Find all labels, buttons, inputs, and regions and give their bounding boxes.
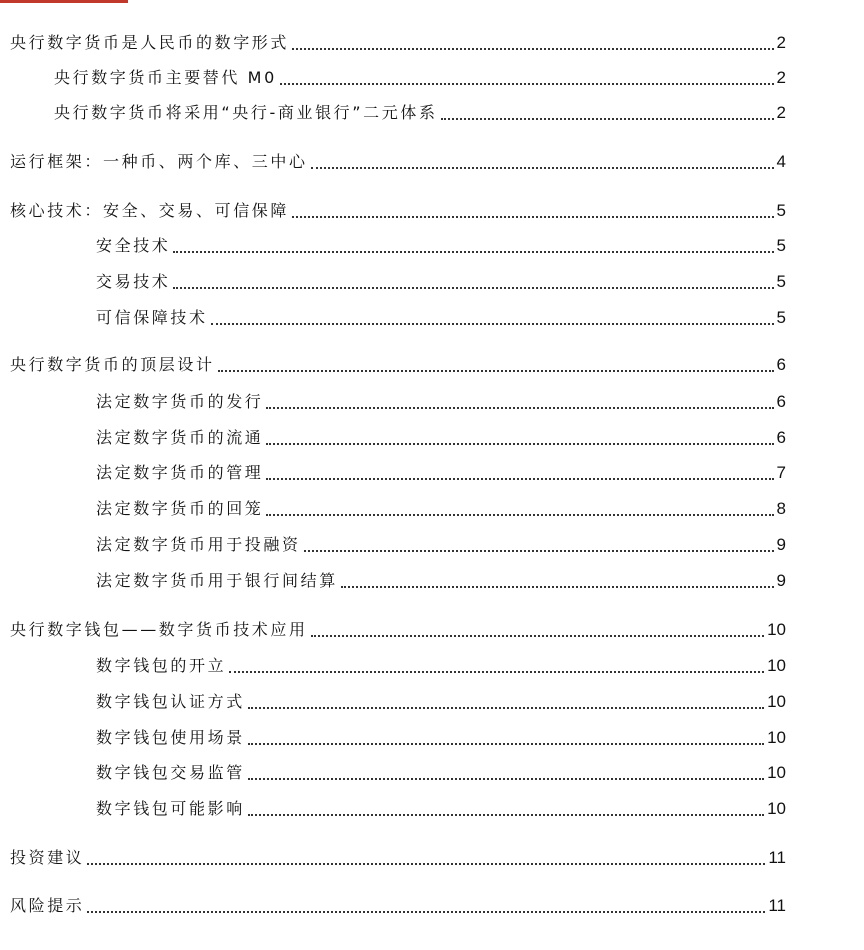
toc-dot-leader	[266, 514, 773, 516]
toc-entry-title: 央行数字货币将采用“央行-商业银行”二元体系	[54, 103, 438, 122]
toc-entry-link[interactable]	[0, 423, 864, 449]
toc-entry-title: 央行数字货币是人民币的数字形式	[10, 33, 290, 52]
toc-entry-link[interactable]	[0, 758, 864, 784]
toc-entry-page: 10	[767, 620, 786, 639]
toc-entry	[0, 98, 864, 124]
toc-entry-link[interactable]	[0, 303, 864, 329]
toc-dot-leader	[229, 671, 764, 673]
toc-entry	[0, 231, 864, 257]
toc-entry-title: 法定数字货币的发行	[96, 392, 264, 411]
toc-entry-title: 法定数字货币的回笼	[96, 499, 264, 518]
toc-entry	[0, 63, 864, 89]
toc-dot-leader	[266, 478, 773, 480]
toc-entry-link[interactable]	[0, 28, 864, 54]
toc-entry-page: 10	[767, 763, 786, 782]
toc-entry-page: 10	[767, 799, 786, 818]
toc-entry-title: 数字钱包认证方式	[96, 692, 245, 711]
toc-entry-page: 6	[776, 392, 786, 411]
toc-entry	[0, 843, 864, 869]
toc-entry-title: 数字钱包交易监管	[96, 763, 245, 782]
toc-entry-title: 法定数字货币的管理	[96, 463, 264, 482]
toc-entry	[0, 651, 864, 677]
toc-dot-leader	[304, 550, 774, 552]
toc-entry-link[interactable]	[0, 723, 864, 749]
toc-entry-page: 2	[776, 103, 786, 122]
toc-entry-link[interactable]	[0, 196, 864, 222]
toc-entry-title: 法定数字货币的流通	[96, 428, 264, 447]
toc-entry	[0, 723, 864, 749]
toc-entry	[0, 147, 864, 173]
toc-dot-leader	[292, 216, 774, 218]
toc-dot-leader	[266, 443, 773, 445]
toc-entry-page: 10	[767, 656, 786, 675]
toc-entry-page: 8	[776, 499, 786, 518]
toc-entry-link[interactable]	[0, 267, 864, 293]
toc-entry	[0, 494, 864, 520]
toc-entry-title: 投资建议	[10, 848, 85, 867]
toc-entry-link[interactable]	[0, 98, 864, 124]
toc-entry	[0, 794, 864, 820]
toc-entry-title: 央行数字货币的顶层设计	[10, 355, 215, 374]
toc-dot-leader	[248, 743, 764, 745]
toc-entry	[0, 303, 864, 329]
header-accent-bar	[0, 0, 128, 3]
toc-entry-page: 11	[768, 848, 786, 867]
toc-entry-title: 数字钱包使用场景	[96, 728, 245, 747]
toc-entry	[0, 687, 864, 713]
toc-entry-link[interactable]	[0, 566, 864, 592]
toc-entry-title: 数字钱包的开立	[96, 656, 227, 675]
toc-entry-page: 10	[767, 692, 786, 711]
toc-dot-leader	[441, 118, 774, 120]
toc-dot-leader	[248, 707, 764, 709]
toc-entry	[0, 458, 864, 484]
toc-entry-page: 5	[776, 272, 786, 291]
toc-entry-link[interactable]	[0, 843, 864, 869]
toc-entry-link[interactable]	[0, 891, 864, 917]
toc-dot-leader	[218, 370, 774, 372]
toc-entry	[0, 891, 864, 917]
toc-entry-link[interactable]	[0, 147, 864, 173]
toc-entry-title: 数字钱包可能影响	[96, 799, 245, 818]
toc-dot-leader	[211, 323, 774, 325]
toc-entry-link[interactable]	[0, 350, 864, 376]
toc-entry-link[interactable]	[0, 494, 864, 520]
toc-entry	[0, 615, 864, 641]
toc-entry-page: 4	[776, 152, 786, 171]
toc-entry	[0, 566, 864, 592]
toc-entry-title: 可信保障技术	[96, 308, 208, 327]
toc-entry	[0, 196, 864, 222]
toc-entry	[0, 28, 864, 54]
toc-dot-leader	[248, 778, 764, 780]
toc-dot-leader	[341, 586, 774, 588]
toc-entry-page: 5	[776, 201, 786, 220]
toc-entry-title: 央行数字钱包——数字货币技术应用	[10, 620, 308, 639]
toc-entry-page: 6	[776, 428, 786, 447]
toc-entry-page: 9	[776, 571, 786, 590]
toc-dot-leader	[87, 863, 765, 865]
toc-dot-leader	[311, 167, 774, 169]
toc-entry-link[interactable]	[0, 231, 864, 257]
toc-entry-link[interactable]	[0, 651, 864, 677]
toc-dot-leader	[266, 407, 773, 409]
toc-entry-title: 运行框架：一种币、两个库、三中心	[10, 152, 308, 171]
toc-entry-title: 法定数字货币用于投融资	[96, 535, 301, 554]
toc-dot-leader	[87, 911, 765, 913]
toc-dot-leader	[280, 83, 774, 85]
toc-entry-title: 安全技术	[96, 236, 171, 255]
toc-entry-link[interactable]	[0, 63, 864, 89]
toc-entry-page: 5	[776, 308, 786, 327]
toc-entry	[0, 350, 864, 376]
toc-entry-title: 核心技术：安全、交易、可信保障	[10, 201, 290, 220]
toc-entry	[0, 423, 864, 449]
toc-entry	[0, 758, 864, 784]
toc-dot-leader	[173, 251, 773, 253]
toc-entry	[0, 387, 864, 413]
toc-entry-title: 法定数字货币用于银行间结算	[96, 571, 338, 590]
toc-entry-link[interactable]	[0, 458, 864, 484]
toc-dot-leader	[311, 635, 764, 637]
toc-entry-link[interactable]	[0, 387, 864, 413]
toc-entry-page: 10	[767, 728, 786, 747]
toc-dot-leader	[292, 48, 774, 50]
toc-entry-title: 央行数字货币主要替代 M0	[54, 68, 277, 87]
toc-dot-leader	[248, 814, 764, 816]
toc-dot-leader	[173, 287, 773, 289]
toc-entry-page: 2	[776, 33, 786, 52]
toc-entry-link[interactable]	[0, 794, 864, 820]
toc-entry-page: 7	[776, 463, 786, 482]
toc-entry-page: 11	[768, 896, 786, 915]
toc-entry-title: 交易技术	[96, 272, 171, 291]
toc-entry-title: 风险提示	[10, 896, 85, 915]
toc-entry	[0, 530, 864, 556]
toc-entry-page: 9	[776, 535, 786, 554]
toc-entry-page: 6	[776, 355, 786, 374]
toc-entry-page: 2	[776, 68, 786, 87]
toc-entry-link[interactable]	[0, 530, 864, 556]
toc-entry-link[interactable]	[0, 687, 864, 713]
toc-entry	[0, 267, 864, 293]
toc-entry-page: 5	[776, 236, 786, 255]
toc-entry-link[interactable]	[0, 615, 864, 641]
